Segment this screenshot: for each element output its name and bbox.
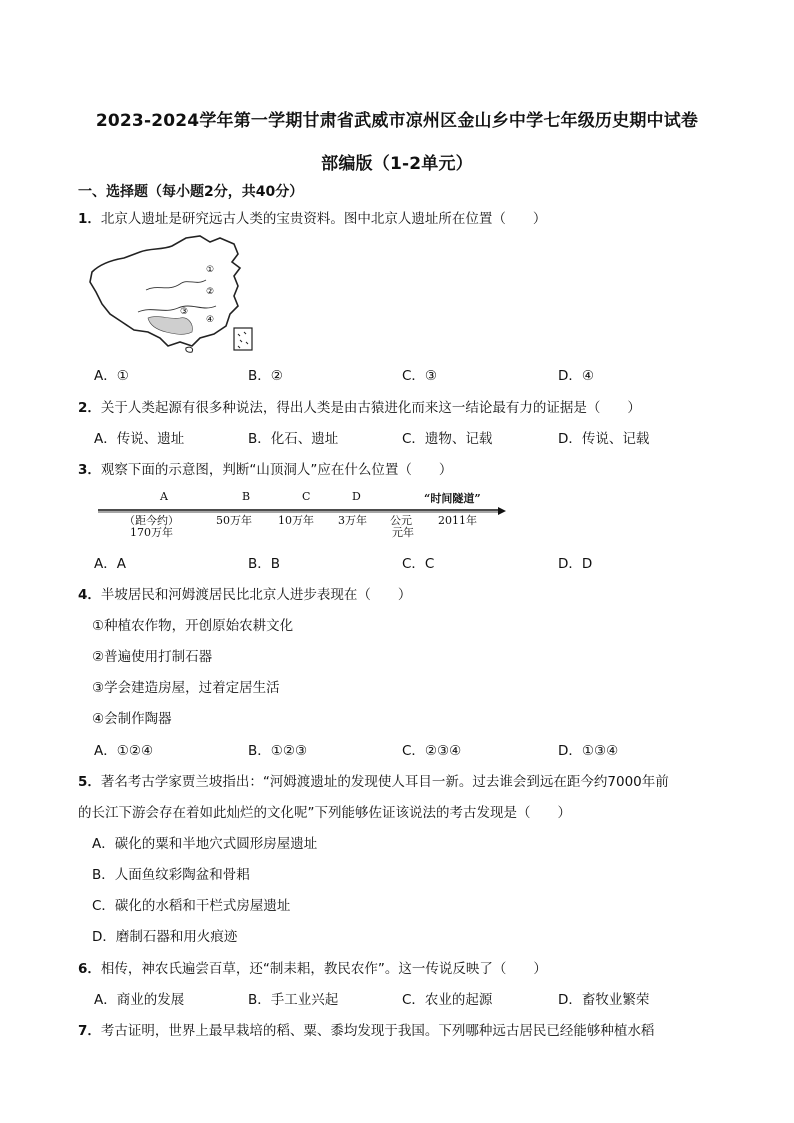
timeline-tunnel-label: “时间隧道” — [424, 492, 481, 505]
question-number: 1． — [78, 211, 101, 227]
timeline-label-5: 公元 — [390, 514, 412, 527]
q4-option-b[interactable]: B．①②③ — [248, 743, 308, 759]
exam-title: 2023-2024学年第一学期甘肃省武威市凉州区金山乡中学七年级历史期中试卷 — [95, 111, 699, 131]
map-marker-3: ③ — [180, 307, 189, 317]
china-map-figure — [88, 234, 256, 354]
q4-item-3: ③学会建造房屋，过着定居生活 — [92, 680, 280, 696]
timeline-label-3: 10万年 — [278, 514, 314, 527]
q4-item-4: ④会制作陶器 — [92, 711, 172, 727]
question-number: 6． — [78, 961, 101, 977]
map-south-sea-inset — [234, 328, 252, 350]
q6-option-b[interactable]: B．手工业兴起 — [248, 992, 339, 1008]
q5-option-c[interactable]: C．碳化的水稻和干栏式房屋遗址 — [92, 898, 291, 914]
q6-option-c[interactable]: C．农业的起源 — [402, 992, 493, 1008]
q1-option-c[interactable]: C．③ — [402, 368, 438, 384]
q4-option-c[interactable]: C．②③④ — [402, 743, 462, 759]
timeline-label-2: 50万年 — [216, 514, 252, 527]
question-5 — [78, 770, 669, 790]
timeline-point-a: A — [160, 490, 168, 503]
timeline-point-b: B — [242, 490, 251, 503]
q5-option-b[interactable]: B．人面鱼纹彩陶盆和骨耜 — [92, 867, 250, 883]
timeline-label-8: 元年 — [392, 526, 414, 539]
timeline-point-d: D — [352, 490, 361, 503]
q3-option-b[interactable]: B．B — [248, 556, 281, 572]
q4-item-1: ①种植农作物，开创原始农耕文化 — [92, 618, 294, 634]
q5-option-a[interactable]: A．碳化的粟和半地穴式圆形房屋遗址 — [92, 836, 318, 852]
q3-option-c[interactable]: C．C — [402, 556, 435, 572]
timeline-label-6: 2011年 — [438, 514, 477, 527]
q1-option-b[interactable]: B．② — [248, 368, 283, 384]
question-number: 4． — [78, 587, 101, 603]
map-marker-1: ① — [206, 265, 215, 275]
question-6 — [78, 957, 547, 977]
question-text: 关于人类起源有很多种说法，得出人类是由古猿进化而来这一结论最有力的证据是（ ） — [100, 400, 641, 416]
question-4 — [78, 583, 411, 603]
q5-option-d[interactable]: D．磨制石器和用火痕迹 — [92, 929, 238, 945]
q1-option-a[interactable]: A．① — [94, 368, 129, 384]
question-1 — [78, 207, 546, 227]
q2-option-a[interactable]: A．传说、遗址 — [94, 431, 185, 447]
q1-option-d[interactable]: D．④ — [558, 368, 594, 384]
q4-option-a[interactable]: A．①②④ — [94, 743, 154, 759]
q4-option-d[interactable]: D．①③④ — [558, 743, 619, 759]
timeline-figure — [94, 490, 506, 538]
timeline-label-1: （距今约） — [124, 514, 179, 527]
timeline-label-7: 170万年 — [130, 526, 173, 539]
question-text: 半坡居民和河姆渡居民比北京人进步表现在（ ） — [100, 587, 412, 603]
q3-option-a[interactable]: A．A — [94, 556, 126, 572]
question-3 — [78, 458, 452, 478]
timeline-label-4: 3万年 — [338, 514, 367, 527]
section-heading: 一、选择题（每小题2分，共40分） — [78, 184, 304, 200]
question-text: 北京人遗址是研究远古人类的宝贵资料。图中北京人遗址所在位置（ ） — [100, 211, 547, 227]
question-2 — [78, 396, 641, 416]
exam-subtitle: 部编版（1-2单元） — [321, 154, 473, 174]
question-text: 相传，神农氏遍尝百草，还“制耒耜，教民农作”。这一传说反映了（ ） — [100, 961, 547, 977]
question-text: 观察下面的示意图，判断“山顶洞人”应在什么位置（ ） — [100, 462, 453, 478]
question-text-line-2: 的长江下游会存在着如此灿烂的文化呢”下列能够佐证该说法的考古发现是（ ） — [78, 805, 571, 821]
map-hainan-island — [186, 347, 193, 352]
timeline-point-c: C — [302, 490, 311, 503]
q4-item-2: ②普遍使用打制石器 — [92, 649, 213, 665]
q2-option-b[interactable]: B．化石、遗址 — [248, 431, 339, 447]
q2-option-d[interactable]: D．传说、记载 — [558, 431, 650, 447]
question-number: 3． — [78, 462, 101, 478]
question-text: 考古证明，世界上最早栽培的稻、粟、黍均发现于我国。下列哪种远古居民已经能够种植水稻 — [100, 1023, 655, 1039]
question-text-line-1: 著名考古学家贾兰坡指出：“河姆渡遗址的发现使人耳目一新。过去谁会到远在距今约7000年前 — [100, 774, 669, 790]
q6-option-a[interactable]: A．商业的发展 — [94, 992, 185, 1008]
map-marker-2: ② — [206, 287, 215, 297]
q2-option-c[interactable]: C．遗物、记载 — [402, 431, 493, 447]
map-marker-4: ④ — [206, 315, 215, 325]
question-number: 5． — [78, 774, 101, 790]
q3-option-d[interactable]: D．D — [558, 556, 593, 572]
q6-option-d[interactable]: D．畜牧业繁荣 — [558, 992, 650, 1008]
question-number: 7． — [78, 1023, 101, 1039]
question-7 — [78, 1019, 654, 1039]
question-number: 2． — [78, 400, 101, 416]
